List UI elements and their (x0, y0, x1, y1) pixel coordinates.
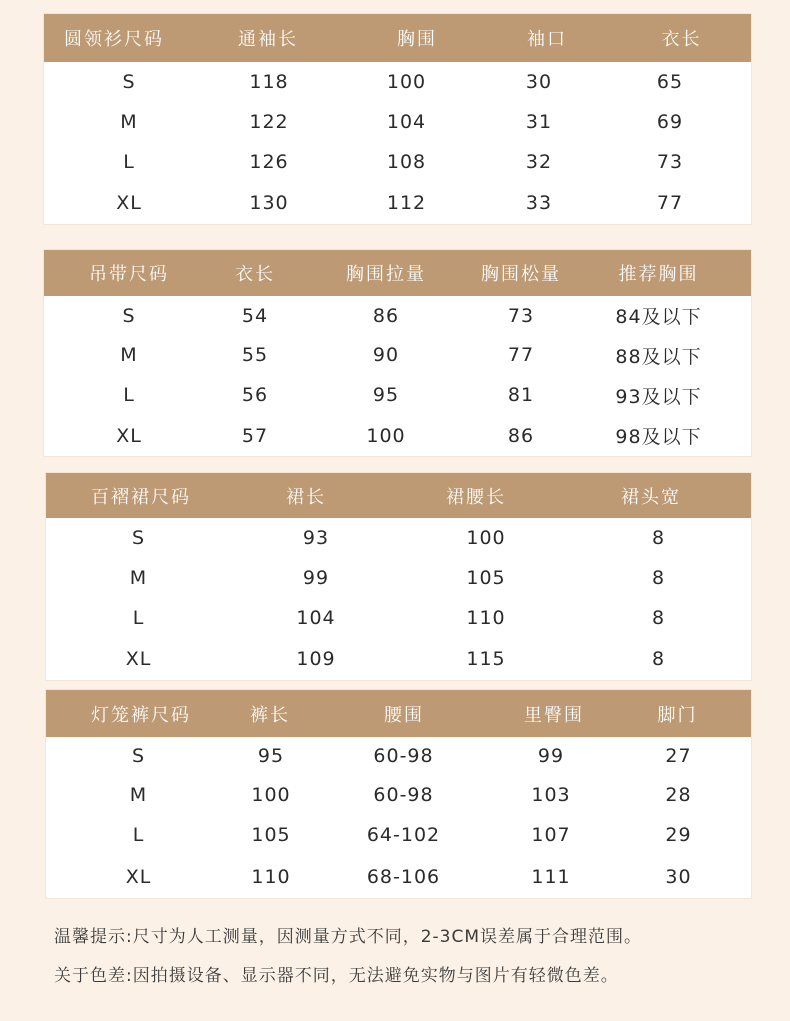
header-cell: 胸围 (397, 29, 437, 50)
size-cell: XL (125, 648, 152, 670)
table-cell: 115 (466, 648, 506, 670)
header-cell: 裤长 (250, 704, 290, 726)
table-cell: 73 (656, 151, 684, 173)
table-cell: 73 (507, 304, 535, 327)
table-row (44, 62, 751, 102)
header-cell: 袖口 (527, 29, 567, 50)
table-cell: 100 (386, 71, 427, 93)
table-row (46, 855, 751, 898)
header-cell: 胸围拉量 (346, 264, 426, 285)
table-header (46, 690, 751, 737)
header-cell: 百褶裙尺码 (91, 486, 191, 508)
table-cell: 57 (241, 424, 269, 447)
table-cell: 30 (525, 71, 553, 93)
table-row (46, 518, 751, 558)
table-cell: 90 (372, 344, 400, 366)
size-table-lantern-pants (46, 690, 751, 898)
table-cell: 8 (651, 648, 666, 670)
header-cell: 胸围松量 (481, 264, 561, 285)
header-cell: 脚门 (657, 704, 698, 726)
table-cell: 60-98 (373, 745, 434, 767)
table-cell: 118 (249, 71, 289, 93)
table-cell: 110 (251, 865, 291, 888)
size-cell: M (120, 344, 138, 366)
table-cell: 69 (656, 111, 684, 133)
measurement-tip: 温馨提示:尺寸为人工测量，因测量方式不同，2-3CM误差属于合理范围。 (54, 927, 643, 947)
table-cell: 28 (665, 784, 692, 806)
table-row (46, 815, 751, 855)
table-cell: 105 (251, 824, 291, 846)
header-cell: 灯笼裤尺码 (91, 704, 191, 726)
table-cell: 68-106 (366, 865, 441, 888)
header-cell: 推荐胸围 (618, 264, 699, 285)
size-cell: M (129, 784, 148, 806)
table-cell: 95 (257, 745, 285, 767)
table-cell: 122 (249, 111, 289, 133)
table-row (44, 415, 751, 456)
table-cell: 8 (651, 527, 666, 549)
table-cell: 105 (466, 567, 506, 589)
header-cell: 里臀围 (524, 704, 584, 726)
header-cell: 通袖长 (238, 29, 298, 50)
size-table-round-neck-tee (44, 14, 751, 224)
table-cell: 27 (665, 745, 692, 767)
table-cell: 31 (525, 111, 553, 133)
table-cell: 86 (507, 424, 535, 447)
header-cell: 裙头宽 (621, 486, 681, 508)
table-cell: 77 (656, 192, 684, 214)
size-cell: S (122, 304, 136, 327)
table-row (44, 102, 751, 142)
table-cell: 99 (302, 567, 330, 589)
size-cell: XL (116, 424, 142, 447)
header-cell: 腰围 (384, 704, 424, 726)
size-cell: XL (116, 192, 142, 214)
table-cell: 88及以下 (615, 345, 702, 368)
header-cell: 圆领衫尺码 (64, 29, 164, 50)
table-cell: 64-102 (366, 824, 441, 846)
table-cell: 55 (241, 344, 269, 366)
size-cell: L (123, 384, 135, 406)
table-row (46, 558, 751, 598)
table-cell: 100 (366, 424, 406, 447)
size-table-pleated-skirt (46, 473, 751, 680)
table-cell: 100 (466, 527, 506, 549)
header-cell: 衣长 (235, 264, 275, 285)
header-cell: 衣长 (661, 29, 702, 50)
table-row (46, 598, 751, 638)
table-cell: 54 (241, 304, 269, 327)
header-cell: 吊带尺码 (89, 264, 169, 285)
header-cell: 裙腰长 (446, 486, 506, 508)
size-cell: S (131, 527, 146, 549)
size-cell: L (132, 824, 145, 846)
table-cell: 77 (507, 344, 535, 366)
table-cell: 98及以下 (615, 426, 702, 448)
table-cell: 8 (651, 567, 666, 589)
size-cell: L (123, 151, 135, 173)
table-cell: 86 (372, 304, 400, 327)
size-cell: M (129, 567, 148, 589)
table-row (44, 142, 751, 182)
table-cell: 95 (372, 384, 400, 406)
table-row (44, 375, 751, 415)
table-cell: 110 (466, 607, 506, 629)
table-cell: 8 (651, 607, 666, 629)
table-cell: 99 (537, 745, 565, 767)
table-header (44, 250, 751, 296)
table-header (44, 14, 751, 62)
header-cell: 裙长 (286, 486, 326, 508)
size-cell: XL (125, 865, 152, 888)
table-cell: 60-98 (373, 784, 434, 806)
table-cell: 93及以下 (615, 385, 702, 408)
table-row (44, 335, 751, 375)
table-cell: 33 (525, 192, 553, 214)
table-cell: 108 (386, 151, 427, 173)
size-cell: M (120, 111, 138, 133)
table-cell: 84及以下 (615, 306, 702, 328)
table-cell: 104 (386, 111, 427, 133)
color-difference-note: 关于色差:因拍摄设备、显示器不同，无法避免实物与图片有轻微色差。 (54, 966, 619, 986)
table-cell: 65 (656, 71, 684, 93)
table-row (44, 296, 751, 335)
table-cell: 56 (241, 384, 269, 406)
table-cell: 100 (251, 784, 291, 806)
table-row (46, 775, 751, 815)
table-cell: 30 (665, 865, 692, 888)
table-row (44, 182, 751, 224)
size-table-camisole (44, 250, 751, 456)
size-cell: S (131, 745, 146, 767)
table-row (46, 638, 751, 680)
table-cell: 130 (249, 192, 289, 214)
table-cell: 29 (665, 824, 692, 846)
table-cell: 32 (525, 151, 553, 173)
table-cell: 104 (296, 607, 336, 629)
size-cell: L (132, 607, 145, 629)
table-cell: 103 (531, 784, 571, 806)
table-cell: 81 (507, 384, 535, 406)
table-cell: 111 (531, 865, 571, 888)
table-cell: 112 (386, 192, 427, 214)
size-cell: S (122, 71, 136, 93)
table-cell: 107 (531, 824, 571, 846)
table-header (46, 473, 751, 518)
table-cell: 93 (302, 527, 330, 549)
table-cell: 109 (296, 648, 336, 670)
table-row (46, 737, 751, 775)
table-cell: 126 (249, 151, 289, 173)
